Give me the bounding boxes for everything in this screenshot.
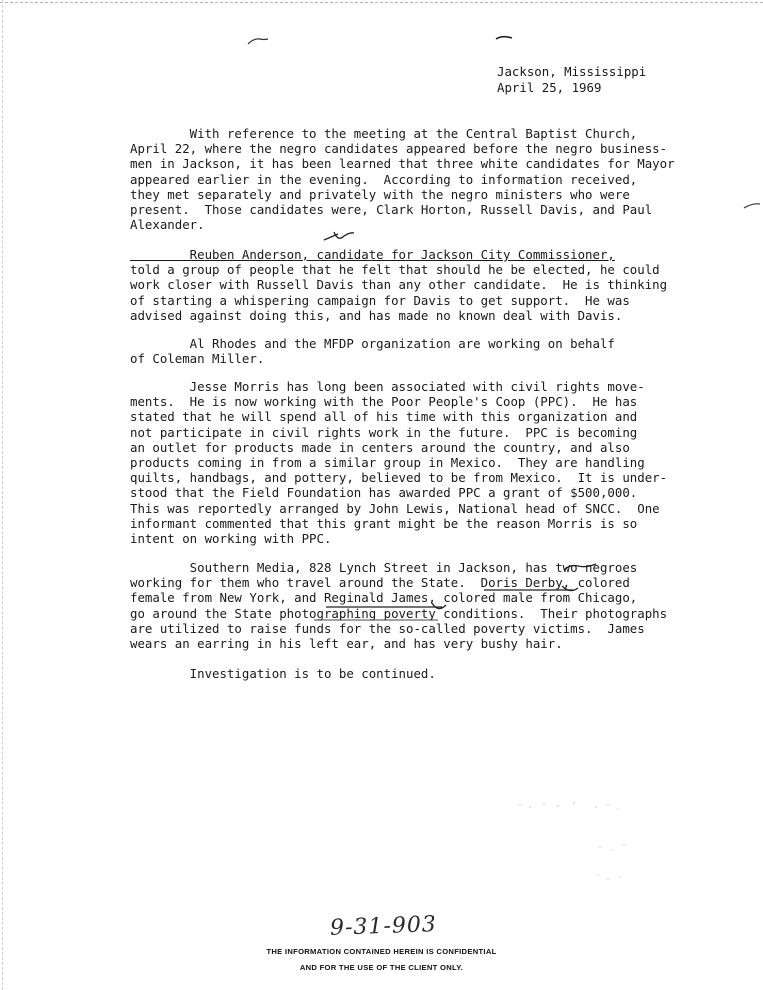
pen-mark-right-margin [742,200,762,210]
text-line: wears an earring in his left ear, and has very bushy hair. [130,636,563,652]
text-line: of Coleman Miller. [130,351,265,367]
text-line: quilts, handbags, and pottery, believed to be from Mexico. It is under- [130,470,668,486]
dateline-date: April 25, 1969 [497,79,602,95]
text-line: Southern Media, 828 Lynch Street in Jackson, has two negroes [130,560,638,575]
pen-mark-top-left [246,36,270,46]
handwritten-file-number: 9-31-903 [329,912,438,941]
scan-edge-left [2,0,4,990]
text-line: Investigation is to be continued. [130,666,436,681]
text-line: working for them who travel around the State. Doris Derby, colored [130,575,630,591]
pen-mark-top-right [494,34,514,42]
paragraph-closing [130,666,690,681]
text-line: work closer with Russell Davis than any other candidate. He is thinking [130,277,668,293]
text-line: ments. He is now working with the Poor People's Coop (PPC). He has [130,394,638,410]
dateline-city: Jackson, Mississippi [497,64,647,79]
paragraph-southern-media [130,560,690,651]
dateline [497,64,646,95]
text-line: With reference to the meeting at the Central Baptist Church, [130,126,638,141]
text-line: April 22, where the negro candidates appeared before the negro business- [130,141,668,157]
text-line: Jesse Morris has long been associated with civil rights move- [130,379,645,394]
text-line: appeared earlier in the evening. According to information received, [130,171,638,187]
text-line: are utilized to raise funds for the so-called poverty victims. James [130,620,645,636]
text-line: they met separately and privately with the negro ministers who were [130,186,630,202]
text-line: an outlet for products made in centers around the country, and also [130,439,630,455]
text-line: informant commented that this grant might be the reason Morris is so [130,515,638,531]
text-line: stated that he will spend all of his time with this organization and [130,409,638,425]
scan-edge-top [0,2,763,4]
text-line: female from New York, and Reginald James, colored male from Chicago, [130,590,638,606]
paragraph-rhodes [130,336,690,366]
text-line: Alexander. [130,217,205,233]
text-line: Al Rhodes and the MFDP organization are working on behalf [130,336,615,351]
confidential-notice-line-2: AND FOR THE USE OF THE CLIENT ONLY. [299,963,464,972]
scan-specks [500,795,660,895]
paragraph-meeting [130,126,690,232]
text-line: not participate in civil rights work in the future. PPC is becoming [130,424,638,440]
text-line: go around the State photographing poverty conditions. Their photographs [130,605,668,621]
text-line: men in Jackson, it has been learned that three white candidates for Mayor [130,156,675,172]
text-line: advised against doing this, and has made no known deal with Davis. [130,307,623,323]
pen-check-mark [322,228,356,244]
confidential-notice-line-1: THE INFORMATION CONTAINED HEREIN IS CONFIDENTIAL [266,947,497,956]
paragraph-morris [130,379,690,546]
text-line: intent on working with PPC. [130,531,332,547]
text-line: products coming in from a similar group in Mexico. They are handling [130,455,645,471]
text-line: of starting a whispering campaign for Davis to get support. He was [130,292,630,308]
text-line: stood that the Field Foundation has awarded PPC a grant of $500,000. [130,485,638,501]
text-line-underlined: Reuben Anderson, candidate for Jackson City Commissioner, [130,247,615,262]
text-line: told a group of people that he felt that should he be elected, he could [130,262,660,278]
text-line: This was reportedly arranged by John Lewis, National head of SNCC. One [130,500,660,516]
paragraph-anderson [130,247,690,323]
text-line: present. Those candidates were, Clark Horton, Russell Davis, and Paul [130,202,653,218]
